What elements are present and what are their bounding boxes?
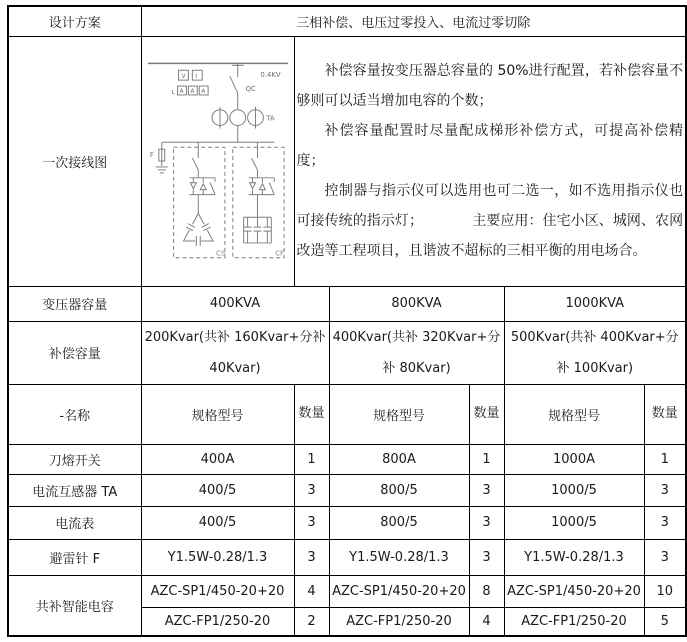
- design-scheme-label: 设计方案: [8, 6, 141, 36]
- item-spec: 800/5: [329, 506, 469, 539]
- transformer-capacity-400: 400KVA: [141, 286, 329, 321]
- svg-text:A: A: [200, 88, 205, 95]
- svg-text:A: A: [179, 88, 184, 95]
- fuse-branch-icon: [155, 142, 167, 173]
- header-spec-3: 规格型号: [504, 384, 644, 444]
- qc-switch-icon: [229, 76, 237, 93]
- table-row: [8, 575, 686, 607]
- item-spec: Y1.5W-0.28/1.3: [329, 539, 469, 575]
- item-qty: 1: [644, 444, 686, 474]
- design-scheme-value: 三相补偿、电压过零投入、电流过零切除: [141, 6, 686, 36]
- qc-label: QC: [245, 84, 256, 93]
- item-qty: 1: [469, 444, 504, 474]
- wiring-diagram-row: [8, 36, 686, 286]
- item-qty: 3: [469, 506, 504, 539]
- header-qty-2: 数量: [469, 384, 504, 444]
- item-name: 电流互感器 TA: [8, 474, 141, 506]
- item-spec: 400/5: [141, 474, 294, 506]
- compensation-capacity-label: 补偿容量: [8, 321, 141, 384]
- item-qty: 4: [469, 607, 504, 636]
- current-transformer-icon: [212, 107, 263, 129]
- item-qty: 3: [644, 539, 686, 575]
- item-spec: Y1.5W-0.28/1.3: [504, 539, 644, 575]
- item-qty: 3: [644, 506, 686, 539]
- item-qty: 2: [294, 607, 329, 636]
- column-header-row: [8, 384, 686, 444]
- wye-capacitor-module-icon: [232, 147, 283, 258]
- item-qty: 3: [469, 474, 504, 506]
- compensation-capacity-1000: 500Kvar(共补 400Kvar+分补 100Kvar): [504, 321, 686, 384]
- notes-cell: [294, 36, 686, 286]
- header-qty-3: 数量: [644, 384, 686, 444]
- note-paragraph: 控制器与指示仪可以选用也可二选一，如不选用指示仪也可接传统的指示灯； 主要应用：住宅小区、城网、农网改造等工程项目，且谐波不超标的三相平衡的用电场合。: [296, 183, 684, 259]
- bus-voltage-label: 0.4KV: [259, 71, 281, 80]
- item-spec: 1000A: [504, 444, 644, 474]
- item-spec: 1000/5: [504, 506, 644, 539]
- item-qty: 3: [294, 506, 329, 539]
- item-spec: 800A: [329, 444, 469, 474]
- item-qty: 5: [644, 607, 686, 636]
- wiring-diagram-label: 一次接线图: [8, 36, 141, 286]
- fuse-label: F: [149, 151, 154, 160]
- table-row: [8, 539, 686, 575]
- item-qty: 8: [469, 575, 504, 607]
- svg-text:V: V: [180, 74, 186, 81]
- header-name: -名称: [8, 384, 141, 444]
- item-spec: 400A: [141, 444, 294, 474]
- table-row: [8, 474, 686, 506]
- compensation-capacity-400: 200Kvar(共补 160Kvar+分补 40Kvar): [141, 321, 329, 384]
- single-line-diagram-image: [144, 46, 292, 282]
- delta-capacitor-module-icon: [173, 147, 224, 258]
- header-qty-1: 数量: [294, 384, 329, 444]
- item-qty: 4: [294, 575, 329, 607]
- svg-text:I: I: [194, 74, 197, 81]
- cs-label: CS: [215, 249, 225, 258]
- transformer-capacity-800: 800KVA: [329, 286, 504, 321]
- item-name: 电流表: [8, 506, 141, 539]
- note-paragraph: 补偿容量按变压器总容量的 50%进行配置，若补偿容量不够则可以适当增加电容的个数；: [296, 63, 684, 109]
- meter-panel-icon: [171, 70, 208, 96]
- item-spec: AZC-FP1/250-20: [504, 607, 644, 636]
- svg-text:L: L: [171, 89, 175, 96]
- item-spec: AZC-SP1/450-20+20: [329, 575, 469, 607]
- transformer-capacity-1000: 1000KVA: [504, 286, 686, 321]
- item-spec: AZC-FP1/250-20: [329, 607, 469, 636]
- item-qty: 3: [294, 474, 329, 506]
- item-spec: AZC-SP1/450-20+20: [504, 575, 644, 607]
- item-spec: 800/5: [329, 474, 469, 506]
- item-spec: 400/5: [141, 506, 294, 539]
- design-scheme-row: [8, 6, 686, 36]
- transformer-capacity-label: 变压器容量: [8, 286, 141, 321]
- item-spec: 1000/5: [504, 474, 644, 506]
- compensation-capacity-800: 400Kvar(共补 320Kvar+分补 80Kvar): [329, 321, 504, 384]
- svg-text:A: A: [189, 88, 194, 95]
- table-row: [8, 444, 686, 474]
- header-spec-1: 规格型号: [141, 384, 294, 444]
- item-spec: AZC-FP1/250-20: [141, 607, 294, 636]
- spec-table: [7, 5, 687, 637]
- item-spec: AZC-SP1/450-20+20: [141, 575, 294, 607]
- item-name: 刀熔开关: [8, 444, 141, 474]
- note-paragraph: 补偿容量配置时尽量配成梯形补偿方式，可提高补偿精度；: [296, 123, 684, 169]
- item-qty: 10: [644, 575, 686, 607]
- table-row: [8, 506, 686, 539]
- ta-label: TA: [265, 114, 275, 123]
- item-qty: 3: [294, 539, 329, 575]
- transformer-capacity-row: [8, 286, 686, 321]
- item-name: 共补智能电容: [8, 575, 141, 636]
- item-qty: 3: [644, 474, 686, 506]
- item-qty: 3: [469, 539, 504, 575]
- wiring-diagram-cell: [141, 36, 294, 286]
- compensation-capacity-row: [8, 321, 686, 384]
- item-qty: 1: [294, 444, 329, 474]
- item-spec: Y1.5W-0.28/1.3: [141, 539, 294, 575]
- cf-label: CF: [274, 249, 284, 258]
- item-name: 避雷针 F: [8, 539, 141, 575]
- header-spec-2: 规格型号: [329, 384, 469, 444]
